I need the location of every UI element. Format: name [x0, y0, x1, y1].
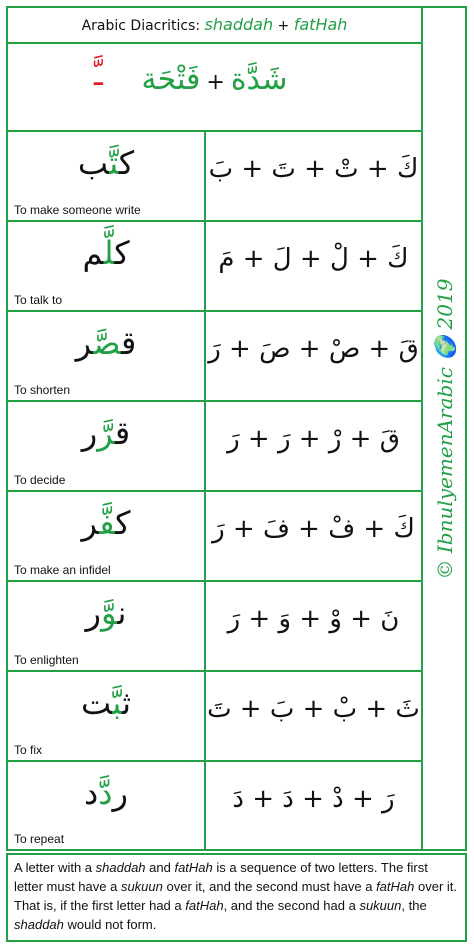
letter-breakdown: رَ + دْ + دَ + دَ [232, 784, 395, 814]
note-term: fatHah [174, 860, 213, 875]
word-prefix: ن [117, 594, 127, 632]
note-text: is a sequence of two letters. The first letter must have a [14, 860, 428, 894]
note-text: , the [401, 898, 427, 913]
word-prefix: ك [118, 144, 135, 182]
diacritic-mark: ـَّ [94, 58, 103, 93]
copyright-text: © IbnulyemenArabic 🌍 2019 [433, 278, 457, 579]
copyright-box [425, 8, 465, 849]
word-suffix: م [82, 234, 104, 272]
word-shaddah-letter: وَّ [101, 594, 118, 632]
word-cell [8, 402, 206, 490]
word-shaddah-letter: بَّ [112, 684, 123, 722]
word-prefix: ق [121, 324, 137, 362]
word-meaning: To repeat [14, 832, 65, 846]
arabic-word [8, 324, 204, 362]
header-arabic [8, 62, 421, 97]
word-cell [8, 672, 206, 760]
letter-breakdown: نَ + وْ + وَ + رَ [227, 604, 400, 634]
word-prefix: ق [114, 414, 131, 452]
note-text: and [145, 860, 175, 875]
word-suffix: د [84, 774, 99, 812]
note-term: fatHah [376, 879, 415, 894]
word-shaddah-letter: فَّ [99, 504, 116, 542]
word-meaning: To make someone write [14, 203, 141, 217]
note-text: over it, and the second must have a [162, 879, 377, 894]
arabic-word [8, 414, 204, 452]
arabic-word [8, 234, 204, 272]
arabic-word [8, 594, 204, 632]
note-text: would not form. [63, 917, 157, 932]
note-term: shaddah [14, 917, 64, 932]
word-shaddah-letter: تَّ [109, 144, 119, 182]
letter-breakdown: ثَ + بْ + بَ + تَ [207, 694, 420, 724]
word-suffix: ر [81, 414, 98, 452]
header-row [8, 44, 421, 132]
word-suffix: ر [75, 324, 94, 362]
letter-breakdown: قَ + صْ + صَ + رَ [208, 334, 419, 364]
table-title [8, 8, 421, 44]
word-suffix: ر [85, 594, 101, 632]
letter-breakdown: كَ + لْ + لَ + مَ [218, 244, 409, 274]
word-meaning: To decide [14, 473, 66, 487]
title-plus: + [273, 18, 294, 34]
word-shaddah-letter: رَّ [97, 414, 115, 452]
arabic-word [8, 774, 204, 812]
header-word-fathah: فَتْحَة [141, 62, 201, 97]
diacritics-table [6, 6, 423, 851]
word-meaning: To talk to [14, 293, 63, 307]
word-cell [8, 492, 206, 580]
word-cell [8, 762, 206, 849]
table-row [8, 402, 421, 492]
arabic-word [8, 144, 204, 182]
letter-breakdown: قَ + رْ + رَ + رَ [227, 424, 400, 454]
word-meaning: To fix [14, 743, 43, 757]
word-cell [8, 222, 206, 310]
word-shaddah-letter: دَّ [98, 774, 113, 812]
word-suffix: ر [81, 504, 100, 542]
table-row [8, 312, 421, 402]
word-shaddah-letter: لَّ [103, 234, 115, 272]
word-meaning: To make an infidel [14, 563, 111, 577]
arabic-word [8, 684, 204, 722]
word-meaning: To shorten [14, 383, 71, 397]
table-row [8, 672, 421, 762]
title-fathah: fatHah [293, 15, 348, 34]
table-row [8, 762, 421, 849]
explanation-note [6, 853, 467, 942]
word-cell [8, 582, 206, 670]
word-prefix: ك [114, 234, 130, 272]
note-term: fatHah [185, 898, 224, 913]
table-row [8, 222, 421, 312]
note-text: A letter with a [14, 860, 96, 875]
note-text: over it. That is, if the first letter had a [14, 879, 457, 913]
word-prefix: ث [122, 684, 131, 722]
header-plus: + [206, 70, 225, 95]
word-meaning: To enlighten [14, 653, 79, 667]
word-suffix: ب [77, 144, 110, 182]
note-term: sukuun [359, 898, 402, 913]
note-term: sukuun [120, 879, 163, 894]
title-shaddah: shaddah [204, 15, 274, 34]
word-prefix: ك [115, 504, 131, 542]
title-prefix: Arabic Diacritics: [81, 18, 205, 34]
letter-breakdown: كَ + فْ + فَ + رَ [212, 514, 415, 544]
word-shaddah-letter: صَّ [93, 324, 122, 362]
copyright-sidebar [423, 6, 467, 851]
arabic-word [8, 504, 204, 542]
note-text: , and the second had a [223, 898, 360, 913]
word-prefix: ر [112, 774, 128, 812]
word-suffix: ت [81, 684, 113, 722]
word-cell [8, 312, 206, 400]
table-row [8, 132, 421, 222]
letter-breakdown: كَ + تْ + تَ + بَ [208, 154, 419, 184]
table-row [8, 492, 421, 582]
table-row [8, 582, 421, 672]
note-term: shaddah [95, 860, 146, 875]
header-word-shaddah: شَدَّة [230, 62, 288, 97]
word-cell [8, 132, 206, 220]
